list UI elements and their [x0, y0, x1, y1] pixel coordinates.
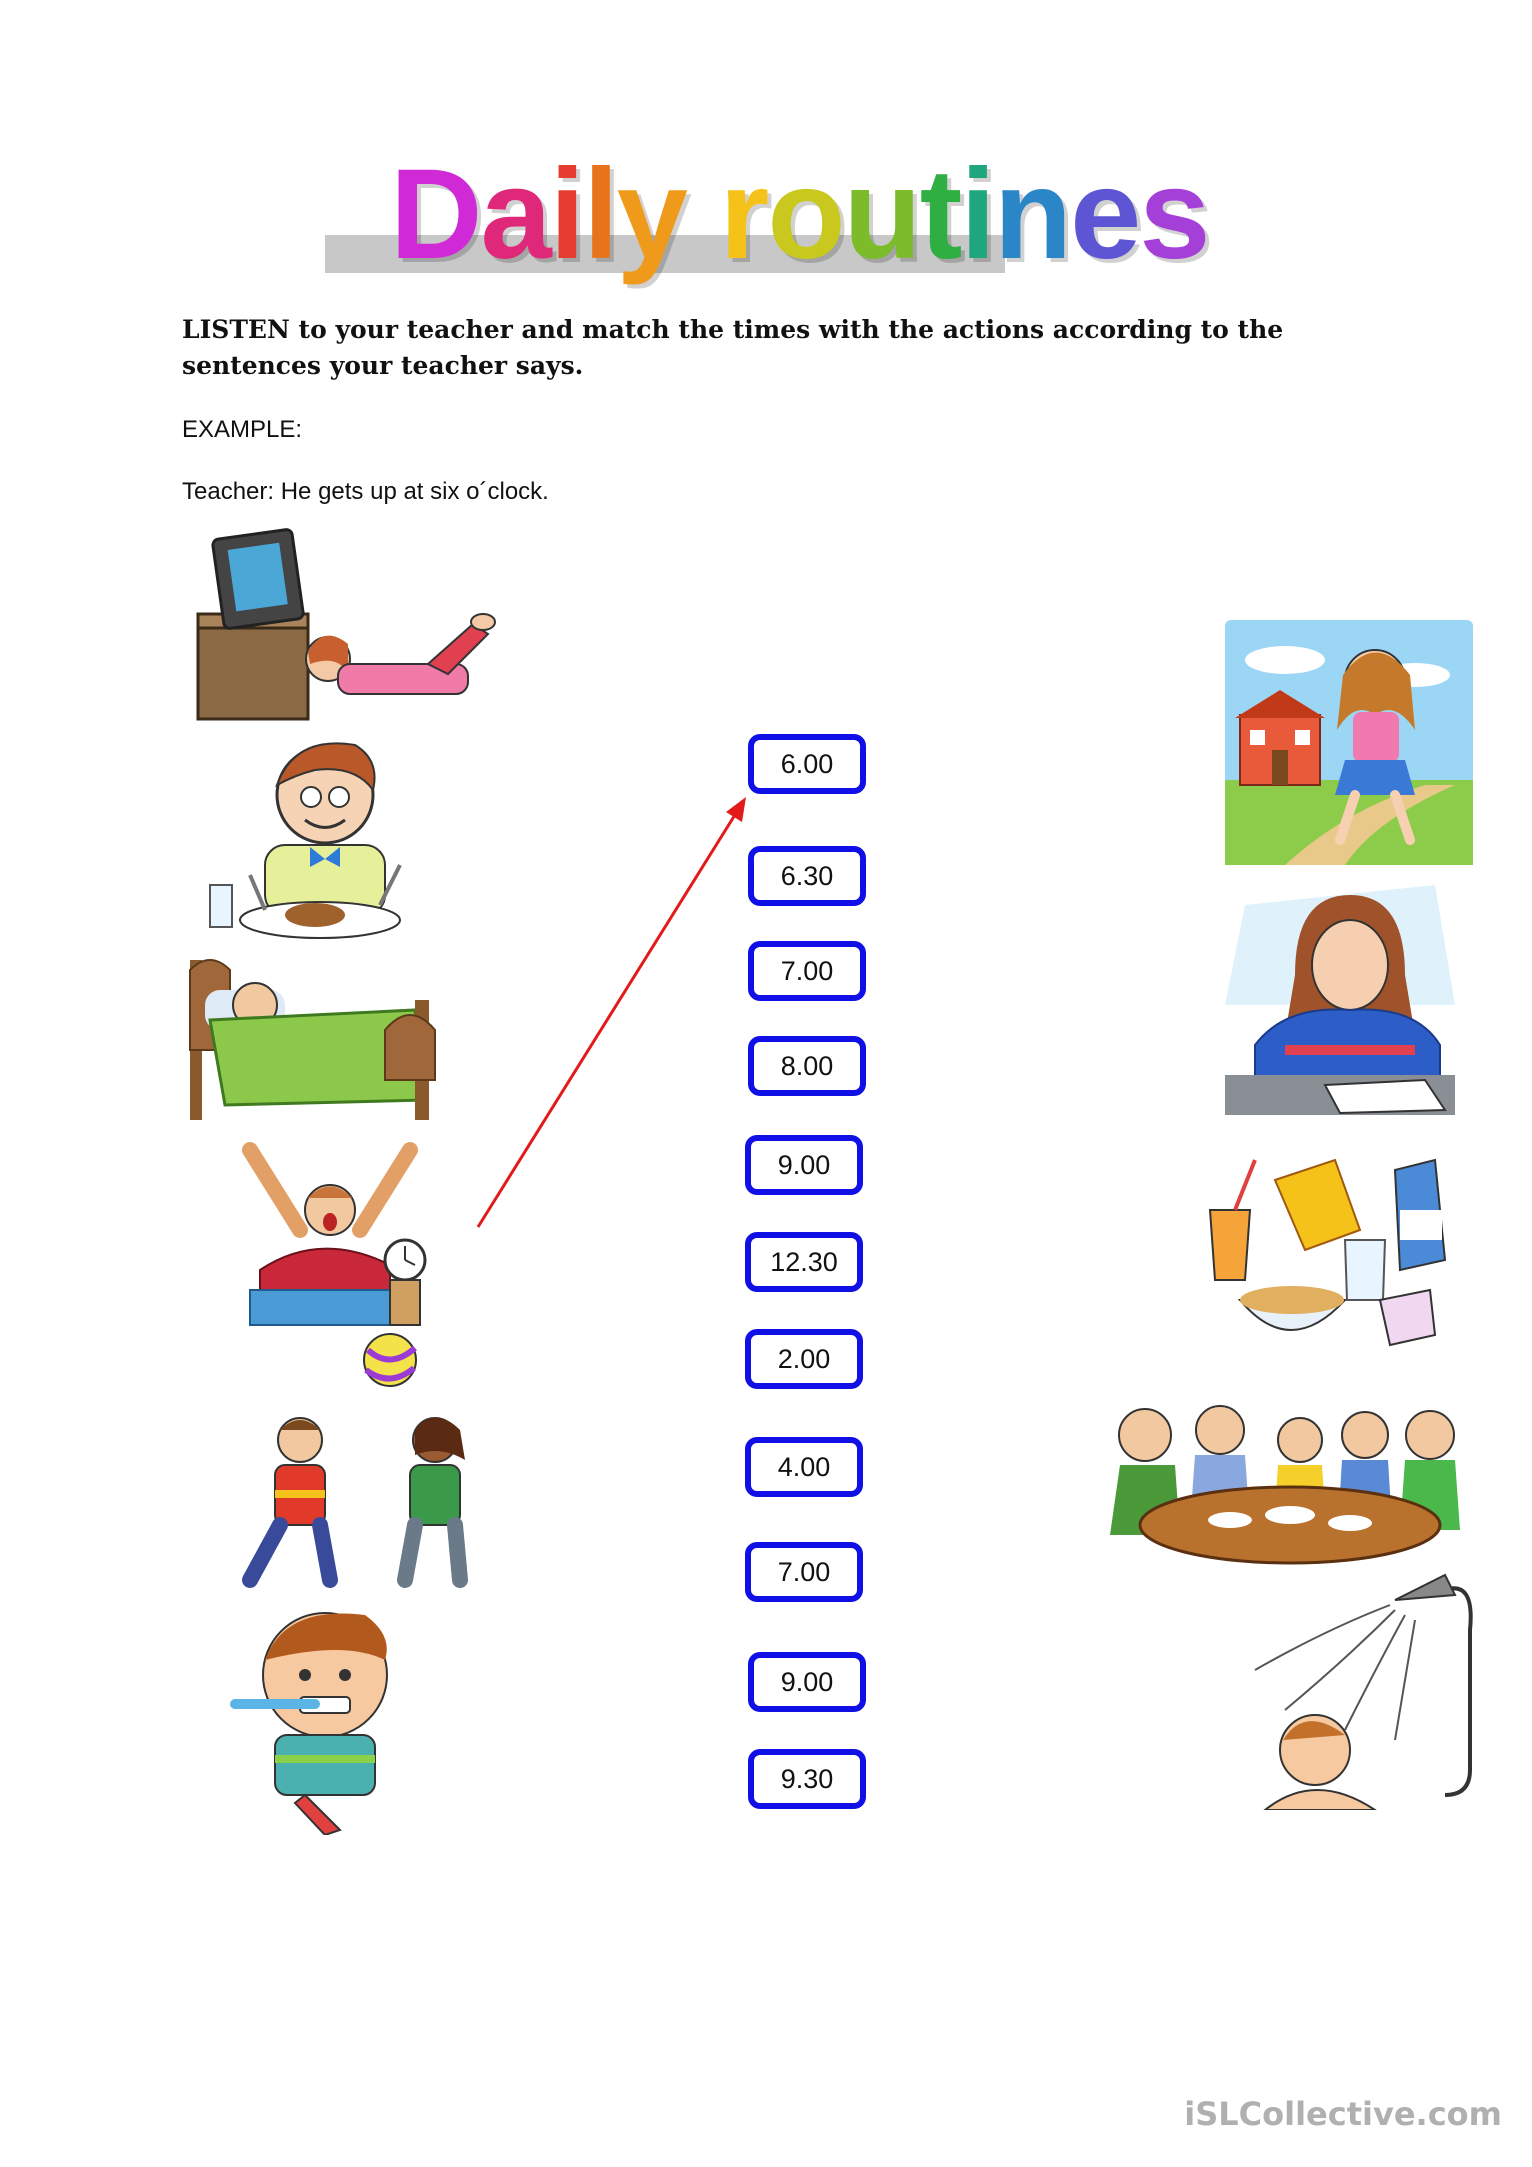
- going-to-school-image[interactable]: [1225, 620, 1473, 865]
- family-lunch-image[interactable]: [1100, 1395, 1465, 1585]
- footer-watermark: iSLCollective.com: [1184, 2095, 1502, 2133]
- page-title: [390, 140, 1208, 290]
- title-letter: [686, 143, 720, 286]
- taking-shower-image[interactable]: [1245, 1570, 1485, 1810]
- title-letter: D: [390, 143, 481, 286]
- title-letter: o: [767, 143, 844, 286]
- time-box-3[interactable]: 7.00: [748, 941, 866, 1001]
- title-letter: l: [583, 143, 617, 286]
- time-box-1[interactable]: 6.00: [748, 734, 866, 794]
- title-letter: a: [480, 143, 550, 286]
- time-box-9[interactable]: 7.00: [745, 1542, 863, 1602]
- title-letter: t: [919, 143, 961, 286]
- title-letter: y: [616, 143, 686, 286]
- time-box-6[interactable]: 12.30: [745, 1232, 863, 1292]
- watching-tv-image[interactable]: [188, 524, 508, 724]
- brushing-teeth-image[interactable]: [225, 1605, 415, 1835]
- title-letter: u: [843, 143, 920, 286]
- time-box-2[interactable]: 6.30: [748, 846, 866, 906]
- title-letter: e: [1070, 143, 1140, 286]
- time-box-4[interactable]: 8.00: [748, 1036, 866, 1096]
- title-letter: s: [1139, 143, 1209, 286]
- title-letter: i: [549, 143, 584, 286]
- title-block: [325, 140, 1209, 290]
- doing-homework-image[interactable]: [1225, 885, 1455, 1115]
- time-box-11[interactable]: 9.30: [748, 1749, 866, 1809]
- instructions: LISTEN to your teacher and match the times with the actions according to the sentences your teacher says.: [182, 315, 1284, 380]
- title-letter: i: [960, 143, 994, 286]
- time-box-10[interactable]: 9.00: [748, 1652, 866, 1712]
- waking-up-image[interactable]: [240, 1140, 440, 1330]
- time-box-8[interactable]: 4.00: [745, 1437, 863, 1497]
- breakfast-image[interactable]: [1195, 1150, 1455, 1365]
- sleeping-in-bed-image[interactable]: [185, 950, 440, 1125]
- teacher-example-sentence: Teacher: He gets up at six o´clock.: [182, 478, 549, 505]
- time-box-7[interactable]: 2.00: [745, 1329, 863, 1389]
- title-letter: r: [719, 143, 768, 286]
- title-letter: n: [993, 143, 1071, 286]
- playing-ball-image[interactable]: [220, 1330, 500, 1600]
- time-box-5[interactable]: 9.00: [745, 1135, 863, 1195]
- example-label: EXAMPLE:: [182, 416, 303, 443]
- eating-dinner-image[interactable]: [205, 735, 435, 950]
